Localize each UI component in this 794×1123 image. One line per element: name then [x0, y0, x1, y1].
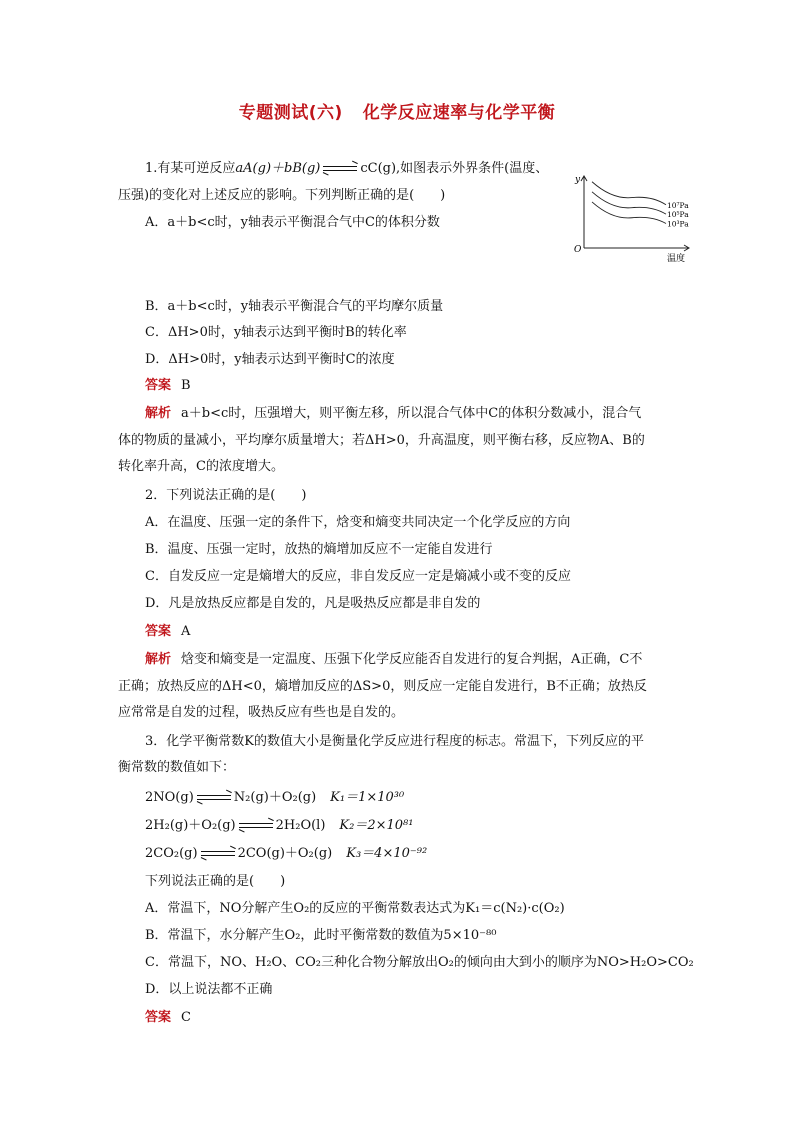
q2-option-d: D．凡是放热反应都是自发的，凡是吸热反应都是非自发的: [145, 596, 481, 611]
y-axis-label: y: [575, 175, 581, 185]
q2-analysis-line1: 解析 焓变和熵变是一定温度、压强下化学反应能否自发进行的复合判据，A正确，C不: [145, 652, 643, 667]
q2-stem: 2．下列说法正确的是( ): [145, 488, 307, 503]
q1-analysis-line1: 解析 a＋b<c时，压强增大，则平衡左移，所以混合气体中C的体积分数减小，混合气: [145, 406, 642, 421]
chart-svg: [570, 172, 695, 267]
x-axis-label: 温度: [667, 254, 686, 264]
page-title: [0, 98, 794, 123]
q1-option-a: A．a＋b<c时，y轴表示平衡混合气中C的体积分数: [145, 215, 440, 230]
q1-analysis-line3: 转化率升高，C的浓度增大。: [118, 459, 284, 474]
equilibrium-arrow-icon: [323, 165, 357, 173]
equilibrium-arrow-icon: [197, 794, 231, 802]
q2-analysis-line3: 应常常是自发的过程，吸热反应有些也是自发的。: [118, 705, 405, 720]
q2-analysis-line2: 正确；放热反应的ΔH<0，熵增加反应的ΔS>0，则反应一定能自发进行，B不正确；放热反: [118, 679, 647, 694]
q3-stem-line1: 3．化学平衡常数K的数值大小是衡量化学反应进行程度的标志。常温下，下列反应的平: [145, 734, 644, 749]
q1-option-c: C．ΔH>0时，y轴表示达到平衡时B的转化率: [145, 325, 407, 340]
q2-option-b: B．温度、压强一定时，放热的熵增加反应不一定能自发进行: [145, 542, 493, 557]
q1-stem-line2: 压强)的变化对上述反应的影响。下列判断正确的是( ): [118, 188, 446, 203]
q3-reaction-3: 2CO₂(g) 2CO(g)＋O₂(g) K₃＝4×10⁻⁹²: [145, 846, 428, 861]
q1-option-b: B．a＋b<c时，y轴表示平衡混合气的平均摩尔质量: [145, 299, 444, 314]
title-left: 专题测试(六): [238, 103, 343, 123]
equilibrium-arrow-icon: [201, 850, 235, 858]
q3-answer: 答案 C: [145, 1010, 191, 1025]
series-curve: [592, 182, 666, 205]
q3-option-d: D．以上说法都不正确: [145, 982, 273, 997]
title-right: 化学反应速率与化学平衡: [362, 103, 556, 123]
q2-option-a: A．在温度、压强一定的条件下，焓变和熵变共同决定一个化学反应的方向: [145, 515, 571, 530]
analysis-label: 解析: [145, 406, 172, 421]
series-label: 10⁵Pa: [667, 210, 689, 220]
answer-label: 答案: [145, 378, 172, 393]
series-curve: [592, 202, 666, 224]
series-label: 10³Pa: [667, 219, 689, 229]
series-label: 10⁷Pa: [667, 200, 689, 210]
q3-option-c: C．常温下，NO、H₂O、CO₂三种化合物分解放出O₂的倾向由大到小的顺序为NO>H₂O>CO₂: [145, 955, 694, 970]
q3-reaction-1: 2NO(g) N₂(g)＋O₂(g) K₁＝1×10³⁰: [145, 790, 405, 805]
q3-stem-line2: 衡常数的数值如下：: [118, 760, 236, 775]
q1-analysis-line2: 体的物质的量减小，平均摩尔质量增大；若ΔH>0，升高温度，则平衡右移，反应物A、B的: [118, 433, 645, 448]
q3-stem-line3: 下列说法正确的是( ): [145, 874, 286, 889]
origin-label: O: [574, 245, 582, 255]
q1-stem-line1: 1.有某可逆反应aA(g)＋bB(g) cC(g),如图表示外界条件(温度、: [145, 161, 549, 176]
q3-option-a: A．常温下，NO分解产生O₂的反应的平衡常数表达式为K₁＝c(N₂)·c(O₂): [145, 901, 565, 916]
equilibrium-arrow-icon: [239, 822, 273, 830]
q3-reaction-2: 2H₂(g)＋O₂(g) 2H₂O(l) K₂＝2×10⁸¹: [145, 818, 414, 833]
q2-option-c: C．自发反应一定是熵增大的反应，非自发反应一定是熵减小或不变的反应: [145, 569, 571, 584]
q1-answer: [145, 377, 191, 395]
q1-option-d: D．ΔH>0时，y轴表示达到平衡时C的浓度: [145, 352, 395, 367]
q3-option-b: B．常温下，水分解产生O₂，此时平衡常数的数值为5×10⁻⁸⁰: [145, 928, 497, 943]
answer-value: B: [181, 378, 191, 393]
q2-answer: 答案 A: [145, 624, 191, 639]
temperature-pressure-chart: [570, 172, 695, 267]
